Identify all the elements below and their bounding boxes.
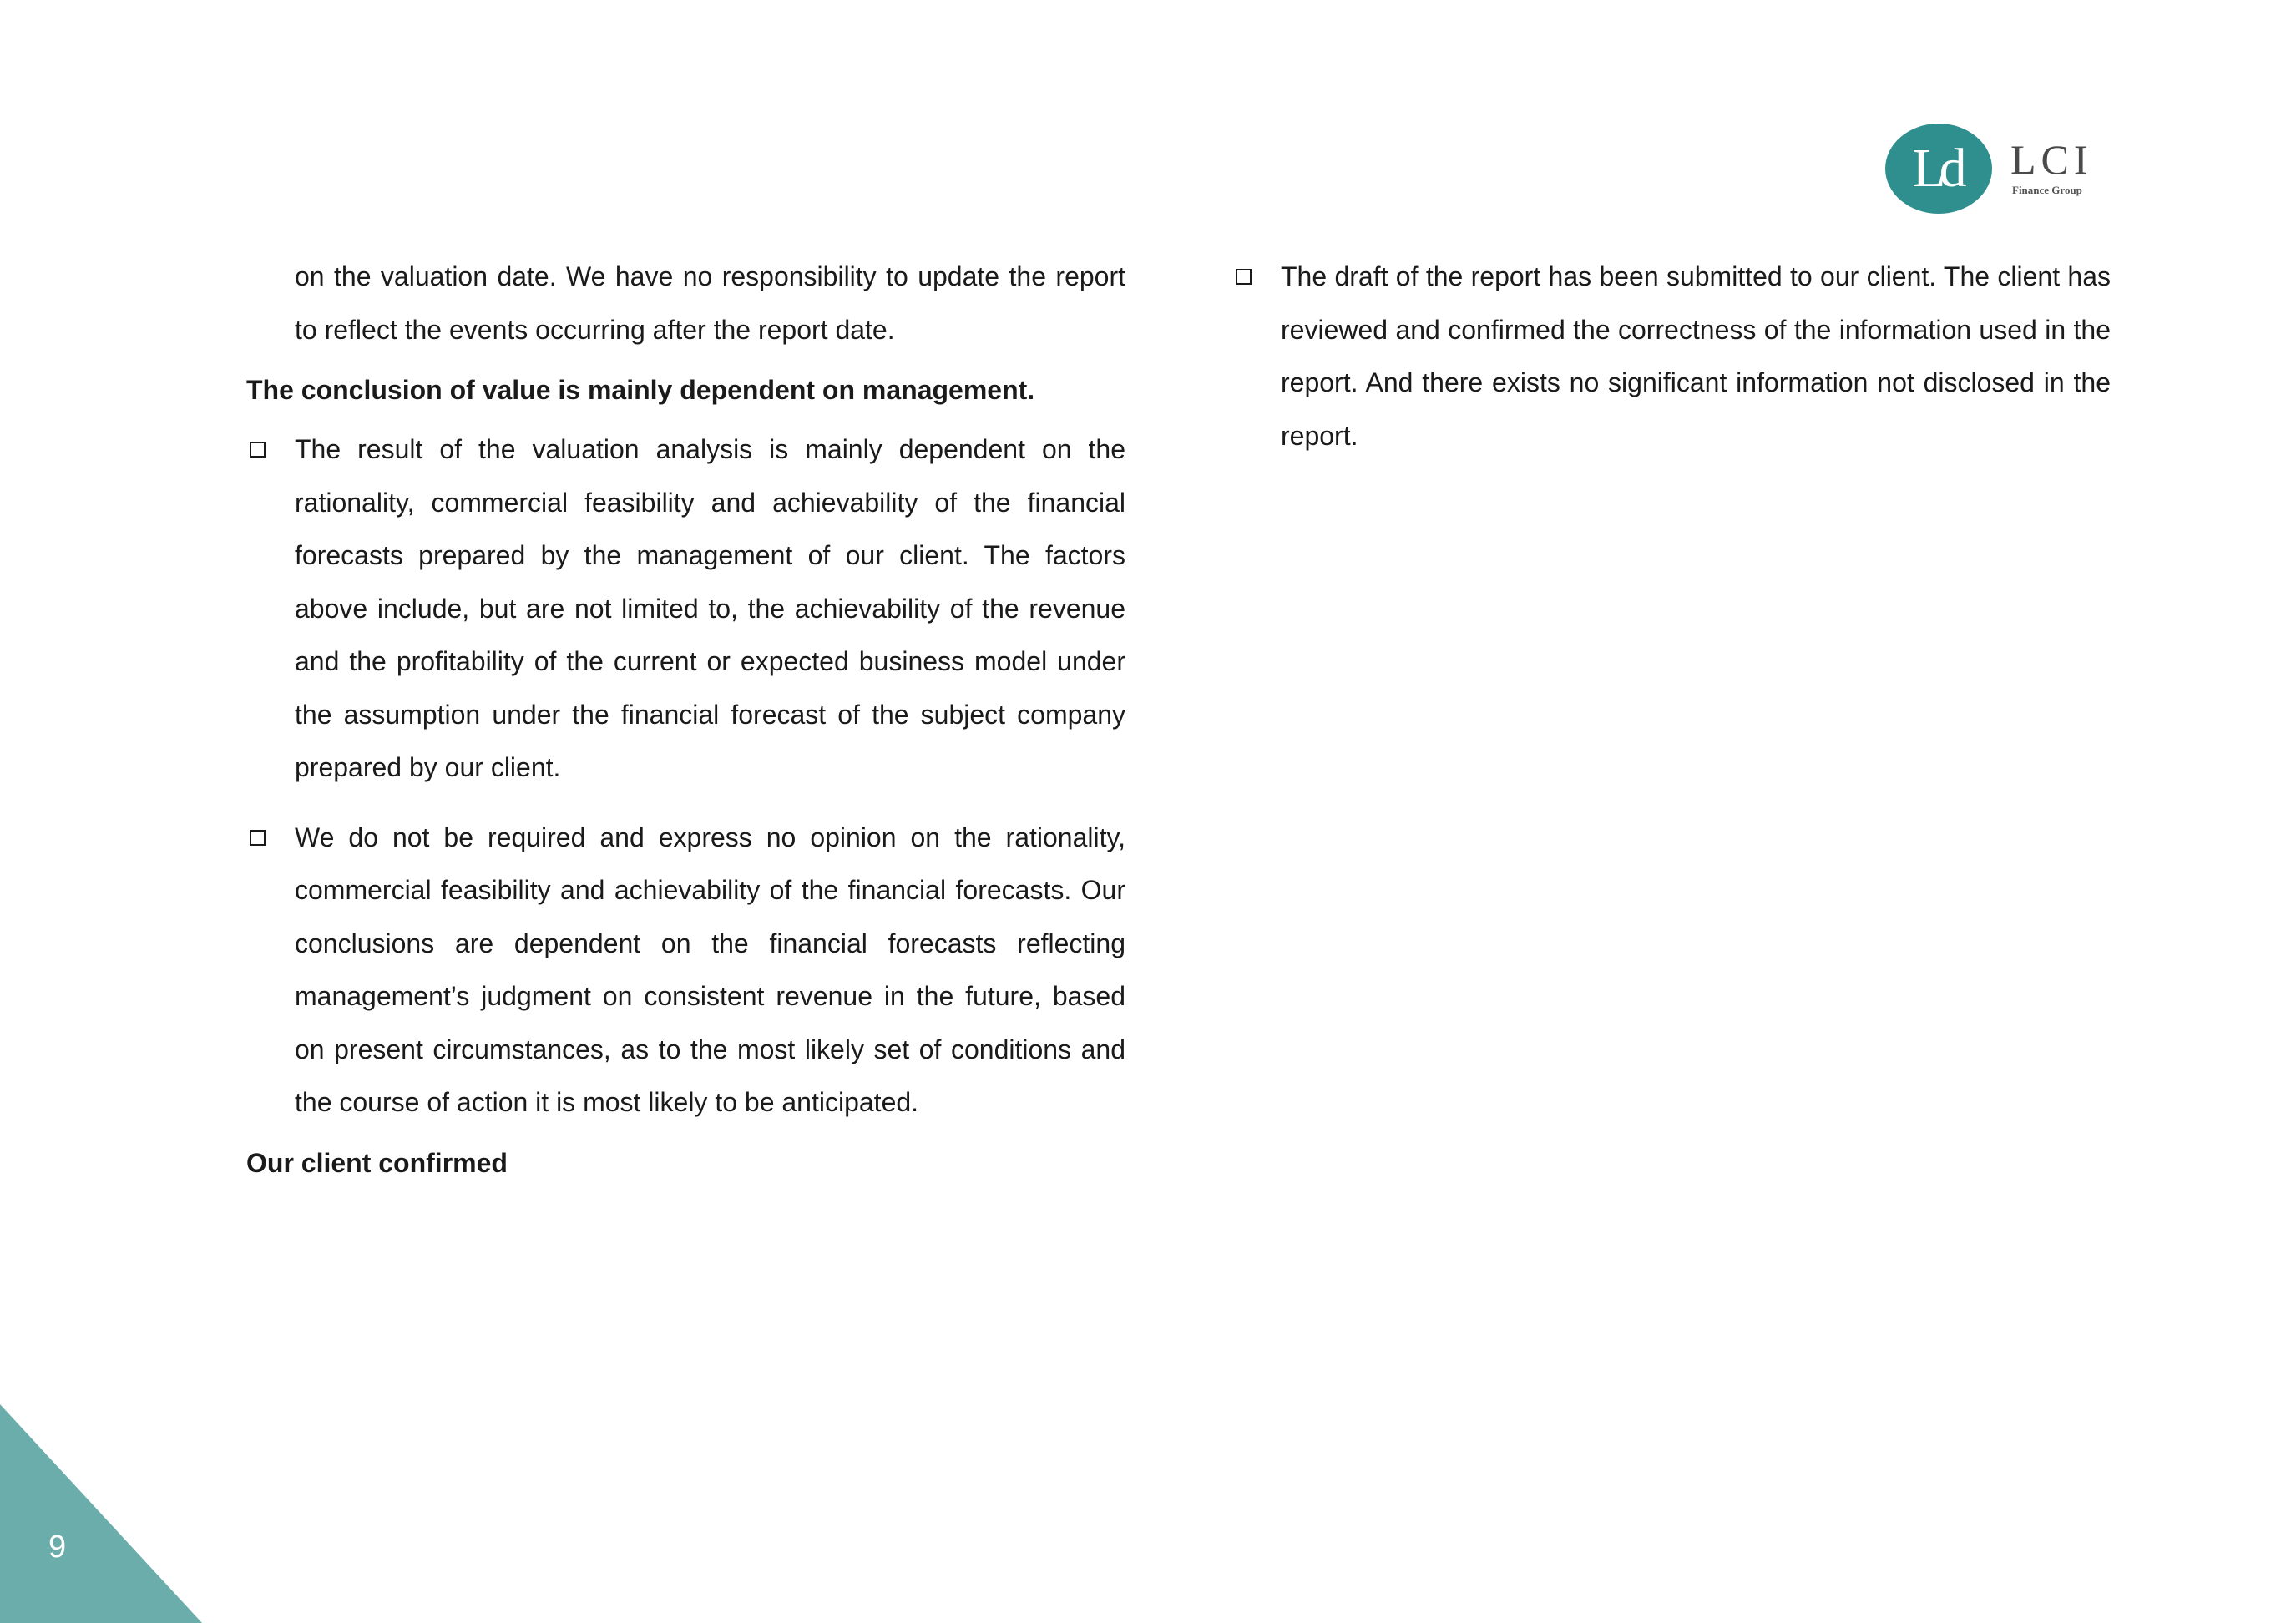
intro-paragraph: on the valuation date. We have no responsibility to update the report to reflect the events occurring after the report date.: [295, 261, 1125, 345]
bullet-text: The result of the valuation analysis is mainly dependent on the rationality, commercial feasibility and achievability of the financial forecasts prepared by the management of our client. The factors above include, but are not limited to, the achievability of the revenue and the profitability of the current or expected business model under the assumption under the financial forecast of the subject company prepared by our client.: [295, 434, 1125, 782]
list-item: [246, 423, 1125, 795]
corner-decoration: [0, 1404, 202, 1623]
list-item: [246, 812, 1125, 1130]
checkbox-bullet-icon: [1236, 269, 1252, 285]
section-heading-management: The conclusion of value is mainly dependent on management.: [246, 375, 1035, 405]
checkbox-bullet-icon: [250, 830, 266, 846]
bullet-text: The draft of the report has been submitted to our client. The client has reviewed and confirmed the correctness of the information used in the report. And there exists no significant information not disclosed in the report.: [1281, 261, 2111, 451]
company-logo: [1885, 124, 2119, 217]
right-column: [1232, 250, 2111, 463]
logo-monogram: Ld: [1912, 138, 1960, 199]
left-column: [246, 250, 1125, 1180]
checkbox-bullet-icon: [250, 442, 266, 458]
list-item: [1232, 250, 2111, 463]
logo-emblem: [1885, 124, 1992, 214]
logo-subtitle: Finance Group: [2012, 184, 2082, 196]
bullet-text: We do not be required and express no opinion on the rationality, commercial feasibility and achievability of the financial forecasts. Our conclusions are dependent on the financial forecasts reflecting management’s judgment on consistent revenue in the future, based on present circumstances, as to the most likely set of conditions and the course of action it is most likely to be anticipated.: [295, 822, 1125, 1117]
page-number: 9: [48, 1529, 67, 1565]
section-heading-client-confirmed: Our client confirmed: [246, 1147, 508, 1178]
logo-wordmark: LCI: [2010, 136, 2093, 183]
